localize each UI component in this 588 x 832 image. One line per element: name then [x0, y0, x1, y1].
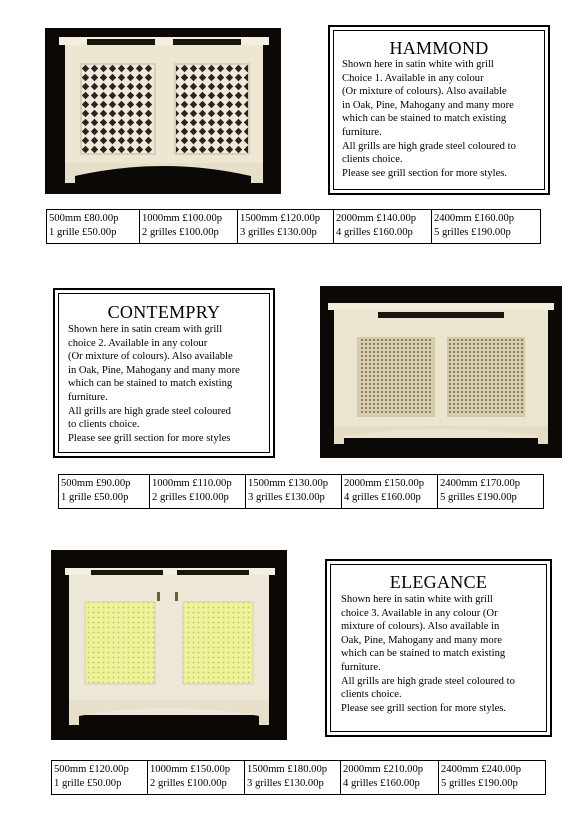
description-line: choice 2. Available in any colour [68, 337, 208, 349]
description-line: Please see grill section for more styles [68, 432, 231, 444]
price-cell [439, 761, 546, 795]
description-line: furniture. [342, 126, 382, 138]
contempry-price-table [58, 474, 544, 509]
grille-price: 3 grilles £130.00p [247, 778, 324, 789]
description-line: Oak, Pine, Mahogany and many more [341, 634, 502, 646]
grille-price: 2 grilles £100.00p [150, 778, 227, 789]
contempry-photo [320, 286, 562, 458]
grille-price: 3 grilles £130.00p [248, 492, 325, 503]
description-line: Please see grill section for more styles. [341, 702, 507, 714]
size-price: 2000mm £210.00p [343, 764, 424, 775]
description-line: to clients choice. [68, 419, 140, 431]
description-line: which can be stained to match existing [68, 378, 233, 390]
elegance-description [341, 593, 515, 715]
description-line: All grills are high grade steel coloured [68, 405, 231, 417]
size-price: 2000mm £140.00p [336, 213, 417, 224]
price-cell [140, 210, 238, 244]
grille-price: 5 grilles £190.00p [434, 227, 511, 238]
size-price: 1000mm £110.00p [152, 478, 232, 489]
grille-price: 1 grille £50.00p [54, 778, 122, 789]
grille-price: 4 grilles £160.00p [344, 492, 421, 503]
price-cell [246, 475, 342, 509]
size-price: 500mm £90.00p [61, 478, 131, 489]
description-line: mixture of colours). Also available in [341, 621, 500, 633]
size-price: 2400mm £240.00p [441, 764, 522, 775]
grille-price: 2 grilles £100.00p [142, 227, 219, 238]
description-line: furniture. [341, 661, 381, 673]
price-cell [52, 761, 148, 795]
elegance-photo [51, 550, 287, 740]
price-cell [238, 210, 334, 244]
grille-price: 3 grilles £130.00p [240, 227, 317, 238]
size-price: 1500mm £180.00p [247, 764, 328, 775]
hammond-photo [45, 28, 281, 194]
price-cell [341, 761, 439, 795]
description-line: furniture. [68, 391, 108, 403]
description-line: Shown here in satin white with grill [341, 594, 493, 605]
size-price: 1500mm £130.00p [248, 478, 329, 489]
price-cell [148, 761, 245, 795]
contempry-title: CONTEMPRY [107, 302, 221, 322]
price-cell [245, 761, 341, 795]
hammond-description-box [328, 25, 550, 195]
contempry-description [68, 323, 240, 445]
elegance-cabinet-image [51, 550, 287, 740]
hammond-description [342, 58, 516, 180]
contempry-description-box [53, 288, 275, 458]
hammond-cabinet-image [45, 28, 281, 194]
grille-price: 4 grilles £160.00p [336, 227, 413, 238]
size-price: 500mm £80.00p [49, 213, 119, 224]
grille-price: 1 grille £50.00p [61, 492, 129, 503]
grille-price: 1 grille £50.00p [49, 227, 117, 238]
size-price: 1000mm £100.00p [142, 213, 223, 224]
price-cell [47, 210, 140, 244]
description-line: All grills are high grade steel coloured to [341, 675, 515, 687]
description-line: (Or mixture of colours). Also available [342, 86, 507, 98]
price-cell [432, 210, 541, 244]
elegance-description-box [325, 559, 552, 737]
table-row [47, 210, 541, 244]
size-price: 2000mm £150.00p [344, 478, 425, 489]
grille-price: 2 grilles £100.00p [152, 492, 229, 503]
price-cell [334, 210, 432, 244]
hammond-title: HAMMOND [389, 38, 489, 58]
grille-price: 4 grilles £160.00p [343, 778, 420, 789]
description-line: in Oak, Pine, Mahogany and many more [342, 99, 514, 111]
size-price: 1000mm £150.00p [150, 764, 231, 775]
table-row [59, 475, 544, 509]
contempry-cabinet-image [320, 286, 562, 458]
grille-price: 5 grilles £190.00p [441, 778, 518, 789]
description-line: Choice 1. Available in any colour [342, 72, 484, 84]
description-line: clients choice. [342, 154, 403, 166]
size-price: 1500mm £120.00p [240, 213, 321, 224]
description-line: Shown here in satin cream with grill [68, 324, 223, 335]
elegance-title: ELEGANCE [389, 572, 488, 592]
elegance-price-table [51, 760, 546, 795]
description-line: (Or mixture of colours). Also available [68, 351, 233, 363]
hammond-price-table [46, 209, 541, 244]
size-price: 500mm £120.00p [54, 764, 129, 775]
description-line: clients choice. [341, 689, 402, 701]
description-line: choice 3. Available in any colour (Or [341, 607, 498, 619]
price-cell [59, 475, 150, 509]
description-line: Please see grill section for more styles. [342, 167, 508, 179]
description-line: which can be stained to match existing [341, 648, 506, 660]
description-line: in Oak, Pine, Mahogany and many more [68, 364, 240, 376]
description-line: Shown here in satin white with grill [342, 59, 494, 70]
size-price: 2400mm £160.00p [434, 213, 515, 224]
grille-price: 5 grilles £190.00p [440, 492, 517, 503]
table-row [52, 761, 546, 795]
size-price: 2400mm £170.00p [440, 478, 521, 489]
price-cell [342, 475, 438, 509]
description-line: All grills are high grade steel coloured to [342, 140, 516, 152]
description-line: which can be stained to match existing [342, 113, 507, 125]
price-cell [438, 475, 544, 509]
price-cell [150, 475, 246, 509]
